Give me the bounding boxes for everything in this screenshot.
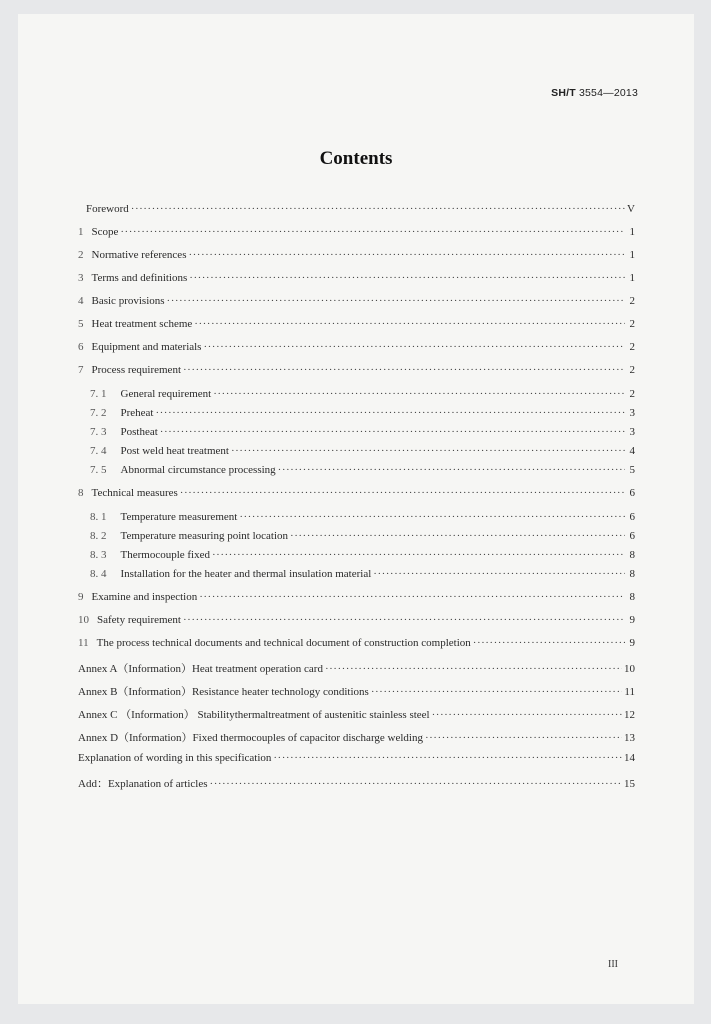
toc-label: Annex B（Information）Resistance heater technology conditions	[78, 686, 369, 698]
toc-label: Basic provisions	[91, 295, 165, 307]
toc-page: 11	[624, 686, 635, 698]
toc-entry-process-requirement	[78, 364, 635, 380]
toc-number: 10	[78, 614, 89, 626]
toc-entry-safety-requirement	[78, 614, 635, 630]
toc-entry-thermocouple-fixed	[90, 549, 635, 565]
toc-leader-dots	[199, 591, 625, 603]
toc-page: 1	[629, 272, 635, 284]
toc-leader-dots	[373, 568, 625, 580]
document-page	[18, 14, 694, 1004]
toc-entry-temperature-measurement	[90, 511, 635, 527]
toc-leader-dots	[167, 295, 625, 307]
toc-page: 9	[629, 637, 635, 649]
toc-leader-dots	[120, 226, 625, 238]
toc-page: 2	[629, 318, 635, 330]
toc-entry-normative-references	[78, 249, 635, 265]
toc-number: 3	[78, 272, 84, 284]
toc-number: 7	[78, 364, 84, 376]
toc-number: 6	[78, 341, 84, 353]
toc-leader-dots	[183, 364, 625, 376]
toc-page: 3	[629, 407, 635, 419]
toc-page: 8	[629, 568, 635, 580]
toc-leader-dots	[131, 203, 625, 215]
toc-entry-technical-measures	[78, 487, 635, 503]
toc-leader-dots	[155, 407, 625, 419]
toc-label: Abnormal circumstance processing	[120, 464, 276, 476]
toc-leader-dots	[180, 487, 625, 499]
toc-leader-dots	[160, 426, 625, 438]
toc-page: 2	[629, 364, 635, 376]
toc-number: 9	[78, 591, 84, 603]
toc-entry-heat-treatment-scheme	[78, 318, 635, 334]
toc-leader-dots	[432, 709, 622, 721]
toc-page: 6	[629, 487, 635, 499]
toc-entry-explanation-of-articles	[78, 775, 635, 791]
toc-label: Explanation of wording in this specification	[78, 752, 272, 764]
toc-number: 8	[78, 487, 84, 499]
toc-page: 14	[624, 752, 635, 764]
toc-page: 6	[629, 511, 635, 523]
toc-number: 11	[78, 637, 89, 649]
toc-entry-annex-a	[78, 660, 635, 676]
toc-label: Process requirement	[91, 364, 181, 376]
toc-number: 8. 2	[90, 530, 107, 542]
toc-page: 3	[629, 426, 635, 438]
toc-leader-dots	[371, 686, 623, 698]
toc-leader-dots	[183, 614, 625, 626]
toc-number: 8. 4	[90, 568, 107, 580]
page-title: Contents	[319, 148, 393, 169]
toc-entry-equipment-and-materials	[78, 341, 635, 357]
toc-label: Temperature measuring point location	[120, 530, 289, 542]
toc-leader-dots	[425, 732, 622, 744]
toc-page: 5	[629, 464, 635, 476]
toc-label: Thermocouple fixed	[120, 549, 210, 561]
toc-entry-examine-and-inspection	[78, 591, 635, 607]
toc-page: 6	[629, 530, 635, 542]
toc-page: 9	[629, 614, 635, 626]
toc-page: 8	[629, 549, 635, 561]
toc-page: 8	[629, 591, 635, 603]
toc-number: 4	[78, 295, 84, 307]
standard-prefix: SH/T	[551, 87, 576, 99]
toc-entry-temperature-measuring-point-location	[90, 530, 635, 546]
toc-label: Temperature measurement	[120, 511, 238, 523]
toc-page: 2	[629, 341, 635, 353]
toc-entry-terms-and-definitions	[78, 272, 635, 288]
toc-label: Postheat	[120, 426, 158, 438]
toc-label: Annex A（Information）Heat treatment operation card	[78, 663, 323, 675]
toc-page: 2	[629, 295, 635, 307]
toc-entry-installation-heater-insulation	[90, 568, 635, 584]
toc-label: Add：Explanation of articles	[78, 778, 208, 790]
toc-leader-dots	[213, 388, 625, 400]
toc-label: Annex C （Information） Stabilitythermaltreatment of austenitic stainless steel	[78, 709, 430, 721]
toc-page: 1	[629, 226, 635, 238]
toc-number: 7. 1	[90, 388, 107, 400]
toc-label: Scope	[91, 226, 119, 238]
toc-label: Foreword	[86, 203, 129, 215]
toc-page: 4	[629, 445, 635, 457]
toc-label: General requirement	[120, 388, 212, 400]
toc-leader-dots	[239, 511, 625, 523]
toc-entry-process-technical-documents	[78, 637, 635, 653]
toc-label: Technical measures	[91, 487, 178, 499]
page-number: III	[608, 959, 618, 970]
toc-entry-annex-d	[78, 729, 635, 745]
toc-leader-dots	[473, 637, 625, 649]
toc-page: 12	[624, 709, 635, 721]
toc-leader-dots	[194, 318, 625, 330]
toc-entry-annex-b	[78, 683, 635, 699]
toc-entry-annex-c	[78, 706, 635, 722]
toc-label: Examine and inspection	[91, 591, 198, 603]
toc-label: Heat treatment scheme	[91, 318, 193, 330]
toc-entry-foreword	[78, 203, 635, 219]
toc-leader-dots	[290, 530, 625, 542]
standard-code	[518, 87, 638, 99]
toc-number: 7. 2	[90, 407, 107, 419]
toc-entry-scope	[78, 226, 635, 242]
toc-number: 5	[78, 318, 84, 330]
toc-label: Post weld heat treatment	[120, 445, 229, 457]
toc-page: 1	[629, 249, 635, 261]
toc-leader-dots	[273, 752, 622, 764]
toc-label: Annex D（Information）Fixed thermocouples of capacitor discharge welding	[78, 732, 423, 744]
toc-number: 8. 3	[90, 549, 107, 561]
toc-leader-dots	[231, 445, 625, 457]
toc-entry-explanation-of-wording	[78, 752, 635, 768]
toc-leader-dots	[203, 341, 625, 353]
toc-label: Installation for the heater and thermal insulation material	[120, 568, 372, 580]
toc-label: Normative references	[91, 249, 187, 261]
toc-number: 8. 1	[90, 511, 107, 523]
toc-leader-dots	[188, 249, 625, 261]
toc-number: 1	[78, 226, 84, 238]
toc-number: 7. 3	[90, 426, 107, 438]
toc-label: Equipment and materials	[91, 341, 202, 353]
toc-leader-dots	[210, 778, 622, 790]
toc-page: 13	[624, 732, 635, 744]
toc-page: 10	[624, 663, 635, 675]
toc-leader-dots	[189, 272, 625, 284]
toc-label: Preheat	[120, 407, 154, 419]
toc-entry-general-requirement	[90, 388, 635, 404]
toc-entry-abnormal-circumstance-processing	[90, 464, 635, 480]
toc-page: 15	[624, 778, 635, 790]
toc-number: 2	[78, 249, 84, 261]
toc-page: V	[627, 203, 635, 215]
toc-number: 7. 5	[90, 464, 107, 476]
toc-number: 7. 4	[90, 445, 107, 457]
toc-entry-post-weld-heat-treatment	[90, 445, 635, 461]
toc-label: The process technical documents and technical document of construction completion	[96, 637, 471, 649]
standard-number: 3554—2013	[578, 87, 638, 99]
toc-entry-basic-provisions	[78, 295, 635, 311]
toc-leader-dots	[212, 549, 625, 561]
toc-label: Terms and definitions	[91, 272, 188, 284]
toc-entry-preheat	[90, 407, 635, 423]
toc-leader-dots	[325, 663, 622, 675]
toc-label: Safety requirement	[97, 614, 181, 626]
toc-leader-dots	[278, 464, 625, 476]
toc-page: 2	[629, 388, 635, 400]
toc-entry-postheat	[90, 426, 635, 442]
